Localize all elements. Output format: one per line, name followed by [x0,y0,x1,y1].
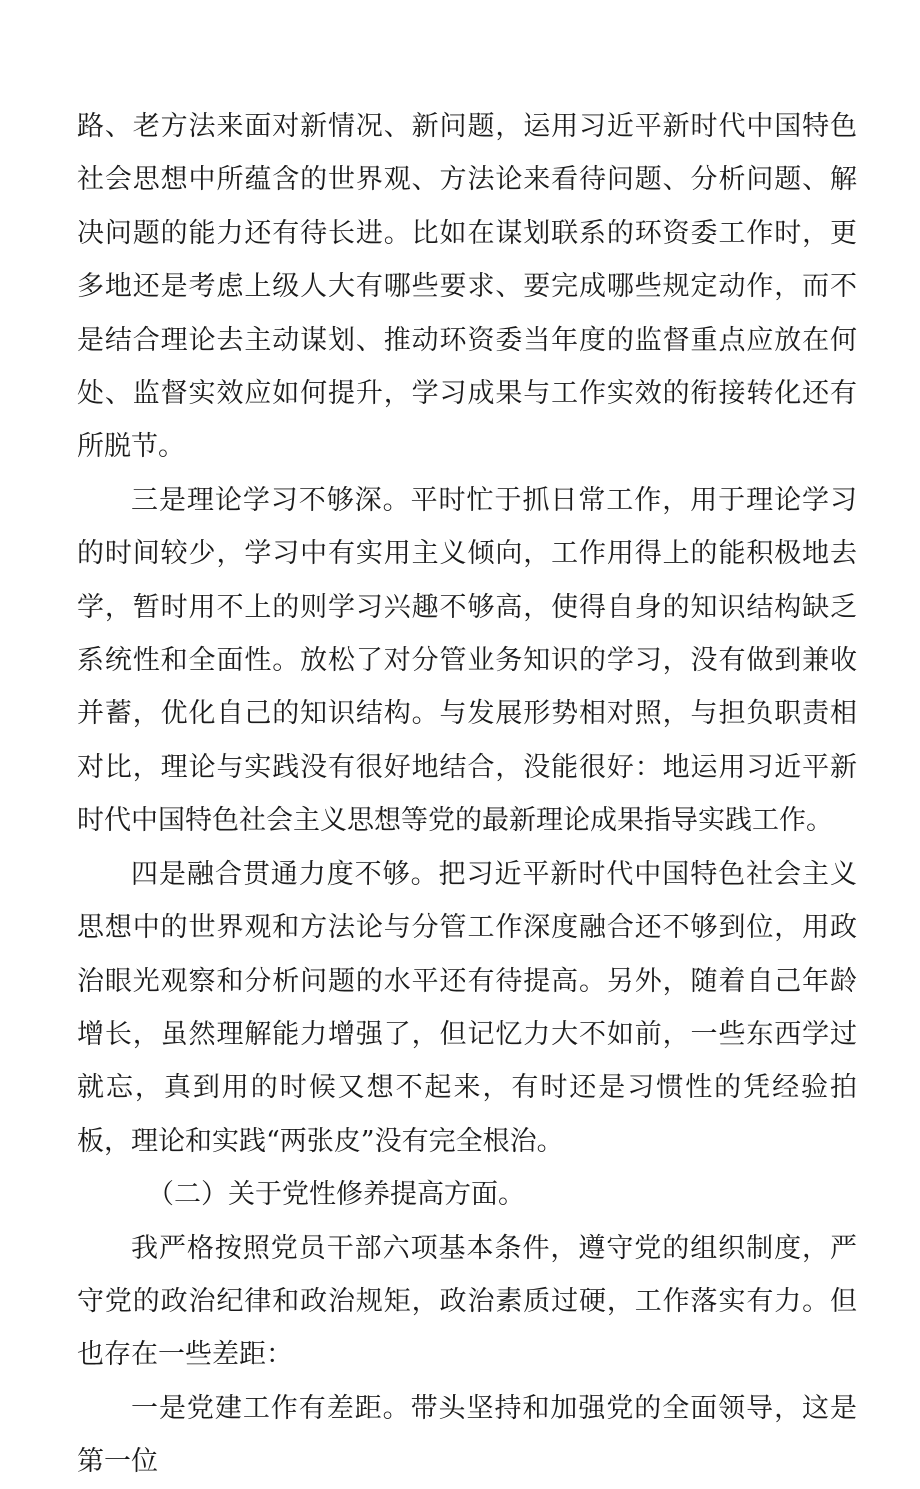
paragraph-4: 我严格按照党员干部六项基本条件，遵守党的组织制度，严守党的政治纪律和政治规矩，政治素质过硬，工作落实有力。但也存在一些差距： [77,1232,857,1371]
paragraph-1: 路、老方法来面对新情况、新问题，运用习近平新时代中国特色社会思想中所蕴含的世界观、方法论来看待问题、分析问题、解决问题的能力还有待长进。比如在谋划联系的环资委工作时，更多地还是考虑上级人大有哪些要求、要完成哪些规定动作，而不是结合理论去主动谋划、推动环资委当年度的监督重点应放在何处、监督实效应如何提升，学习成果与工作实效的衔接转化还有所脱节。 [77,111,857,463]
paragraph-5: 一是党建工作有差距。带头坚持和加强党的全面领导，这是第一位 [77,1392,857,1478]
paragraph-2: 三是理论学习不够深。平时忙于抓日常工作，用于理论学习的时间较少，学习中有实用主义倾向，工作用得上的能积极地去学，暂时用不上的则学习兴趣不够高，使得自身的知识结构缺乏系统性和全面性。放松了对分管业务知识的学习，没有做到兼收并蓄，优化自己的知识结构。与发展形势相对照，与担负职责相对比，理论与实践没有很好地结合，没能很好：地运用习近平新时代中国特色社会主义思想等党的最新理论成果指导实践工作。 [77,484,857,837]
document-body [77,100,857,1489]
section-heading: （二）关于党性修养提高方面。 [147,1179,525,1211]
paragraph-3: 四是融合贯通力度不够。把习近平新时代中国特色社会主义思想中的世界观和方法论与分管工作深度融合还不够到位，用政治眼光观察和分析问题的水平还有待提高。另外，随着自己年龄增长，虽然理解能力增强了，但记忆力大不如前，一些东西学过就忘，真到用的时候又想不起来，有时还是习惯性的凭经验拍板，理论和实践“两张皮”没有完全根治。 [77,858,857,1157]
